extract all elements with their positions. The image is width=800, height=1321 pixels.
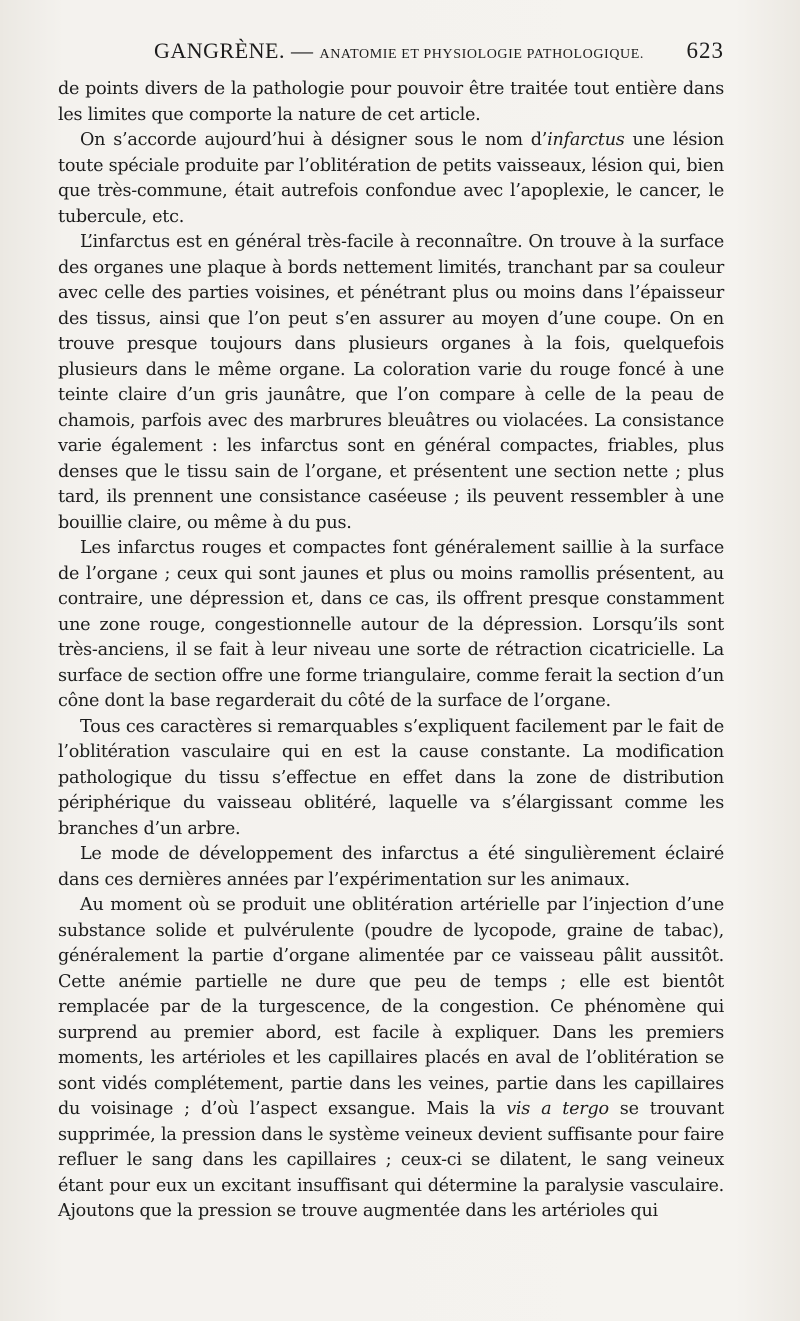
running-title-main: GANGRÈNE. bbox=[154, 38, 285, 63]
paragraph-characters: Tous ces caractères si remarquables s’expliquent facilement par le fait de l’oblitération vasculaire qui en est la cause constante. La modification pathologique du tissu s’effectue en effet dans la zone de distribution périphérique du vaisseau oblitéré, laquelle va s’élargissant comme les branches d’un arbre. bbox=[58, 716, 724, 839]
page-number: 623 bbox=[686, 38, 724, 63]
body-text bbox=[58, 77, 724, 1225]
paragraph-text: Au moment où se produit une oblitération artérielle par l’injection d’une substance solide et pulvérulente (poudre de lycopode, graine de tabac), généralement la partie d’organe alimentée par ce vaisseau pâlit aussitôt. Cette anémie partielle ne dure que peu de temps ; elle est bientôt remplacée par de la turgescence, de la congestion. Ce phénomène qui surprend au premier abord, est facile à expliquer. Dans les premiers moments, les artérioles et les capillaires placés en aval de l’oblitération se sont vidés complétement, partie dans les veines, partie dans les capillaires du voisinage ; d’où l’aspect exsangue. Mais la bbox=[58, 895, 724, 1119]
paragraph-obliteration-mechanism bbox=[58, 893, 724, 1225]
running-title-section: ANATOMIE ET PHYSIOLOGIE PATHOLOGIQUE. bbox=[319, 47, 644, 62]
paragraph-continuation: de points divers de la pathologie pour pouvoir être traitée tout entière dans les limites que comporte la nature de cet article. bbox=[58, 79, 724, 125]
paragraph-text: se trouvant supprimée, la pression dans le système veineux devient suffisante pour faire refluer le sang dans les capillaires ; ceux-ci se dilatent, le sang veineux étant pour eux un excitant insuffisant qui détermine la paralysie vasculaire. Ajoutons que la pression se trouve augmentée dans les artérioles qui bbox=[58, 1099, 724, 1221]
paragraph-text: On s’accorde aujourd’hui à désigner sous le nom d’ bbox=[80, 130, 548, 150]
emphasis-term: vis a tergo bbox=[506, 1099, 609, 1119]
paragraph-text: une lésion toute spéciale produite par l’oblitération de petits vaisseaux, lésion qui, bien que très-commune, était autrefois confondue avec l’apoplexie, le cancer, le tubercule, etc. bbox=[58, 130, 724, 227]
paragraph-infarctus-definition bbox=[58, 128, 724, 230]
paragraph-recognition: L’infarctus est en général très-facile à reconnaître. On trouve à la surface des organes une plaque à bords nettement limités, tranchant par sa couleur avec celle des parties voisines, et pénétrant plus ou moins dans l’épaisseur des tissus, ainsi que l’on peut s’en assurer au moyen d’une coupe. On en trouve presque toujours dans plusieurs organes à la fois, quelquefois plusieurs dans le même organe. La coloration varie du rouge foncé à une teinte claire d’un gris jaunâtre, que l’on compare à celle de la peau de chamois, parfois avec des marbrures bleuâtres ou violacées. La consistance varie également : les infarctus sont en général compactes, friables, plus denses que le tissu sain de l’organe, et présentent une section nette ; plus tard, ils prennent une consistance caséeuse ; ils peuvent ressembler à une bouillie claire, ou même à du pus. bbox=[58, 232, 724, 533]
running-title-separator: — bbox=[285, 38, 320, 63]
paragraph-red-infarcts: Les infarctus rouges et compactes font généralement saillie à la surface de l’organe ; ceux qui sont jaunes et plus ou moins ramollis présentent, au contraire, une dépression et, dans ce cas, ils offrent presque constamment une zone rouge, congestionnelle autour de la dépression. Lorsqu’ils sont très-anciens, il se fait à leur niveau une sorte de rétraction cicatricielle. La surface de section offre une forme triangulaire, comme ferait la section d’un cône dont la base regarderait du côté de la surface de l’organe. bbox=[58, 538, 724, 711]
emphasis-term: infarctus bbox=[547, 130, 625, 150]
paragraph-development: Le mode de développement des infarctus a été singulièrement éclairé dans ces dernières années par l’expérimentation sur les animaux. bbox=[58, 844, 724, 890]
running-title bbox=[154, 38, 644, 64]
running-head bbox=[58, 38, 724, 72]
